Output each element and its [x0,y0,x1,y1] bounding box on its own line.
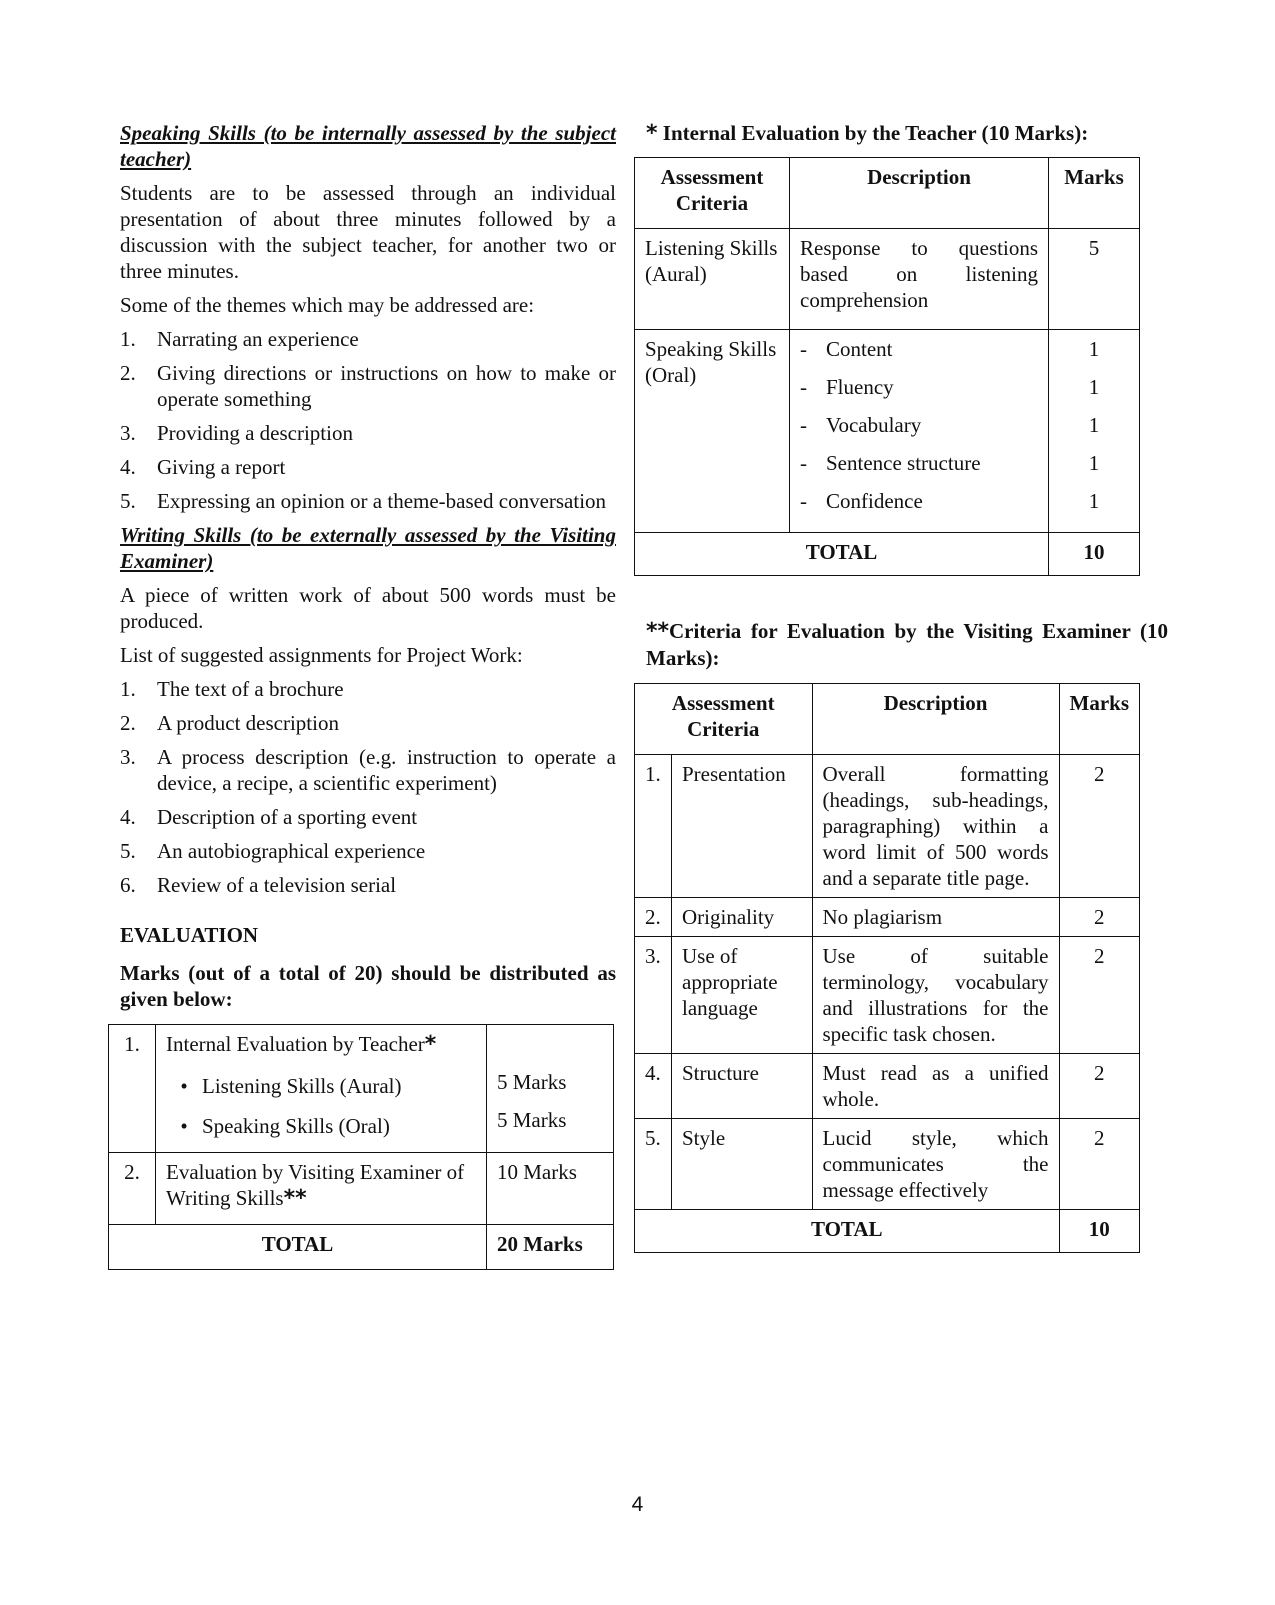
internal-evaluation-table [634,157,1140,576]
table-row [109,1025,614,1153]
marks: 2 [1059,898,1140,937]
table-row [635,229,1140,330]
marks: 2 [1059,1119,1140,1210]
column-header: Description [790,158,1049,229]
list-item: 2. Giving directions or instructions on how to make or operate something [120,361,616,411]
description: Overall formatting (headings, sub-headings, paragraphing) within a word limit of 500 words and a separate title page. [812,755,1059,898]
speaking-skills-paragraph: Students are to be assessed through an individual presentation of about three minutes followed by a discussion with the subject teacher, for another two or three minutes. [120,181,616,283]
marks: 2 [1059,1054,1140,1119]
left-column [120,120,616,1270]
asterisk: * [424,1032,437,1057]
column-header: Assessment Criteria [635,158,790,229]
row-number: 1. [635,755,672,898]
list-item: - Vocabulary [800,412,1038,450]
dash-icon: - [800,413,807,437]
list-item: 4. Giving a report [120,455,286,479]
description: Must read as a unified whole. [812,1054,1059,1119]
dash-icon: - [800,451,807,475]
speaking-criterion: Speaking Skills (Oral) [635,330,790,533]
total-marks: 20 Marks [487,1225,614,1270]
visiting-evaluation-heading: **Criteria for Evaluation by the Visiting Examiner (10 Marks): [646,619,1168,670]
list-item: • Speaking Skills (Oral) [166,1106,476,1146]
assignments-intro: List of suggested assignments for Project Work: [120,643,523,667]
table-row [635,1054,1140,1119]
internal-evaluation-heading: * Internal Evaluation by the Teacher (10 Marks): [646,121,1089,146]
list-item: - Fluency [800,374,1038,412]
list-item: - Content [800,336,1038,374]
bullet-icon: • [180,1114,188,1138]
list-item: 6. Review of a television serial [120,873,397,897]
evaluation-heading: EVALUATION [120,923,259,947]
dash-icon: - [800,337,807,361]
total-label: TOTAL [109,1225,487,1270]
list-item: 4. Description of a sporting event [120,805,418,829]
total-label: TOTAL [635,533,1049,576]
criterion: Presentation [672,755,813,898]
speaking-skills-heading: Speaking Skills (to be internally assessed by the subject teacher) [120,121,616,171]
list-item: 1. The text of a brochure [120,677,344,701]
table-row [635,158,1140,229]
writing-skills-paragraph: A piece of written work of about 500 words must be produced. [120,583,616,633]
themes-intro: Some of the themes which may be addressed are: [120,293,535,317]
assignments-list [120,676,616,898]
writing-skills-heading: Writing Skills (to be externally assessed by the Visiting Examiner) [120,523,616,573]
row-number: 2. [109,1153,156,1225]
description: Use of suitable terminology, vocabulary and illustrations for the specific task chosen. [812,937,1059,1054]
marks: 2 [1059,755,1140,898]
speaking-description [790,330,1049,533]
description: Lucid style, which communicates the message effectively [812,1119,1059,1210]
themes-list [120,326,616,514]
column-header: Marks [1059,684,1140,755]
list-item: 5. An autobiographical experience [120,839,426,863]
table-row [635,533,1140,576]
asterisk: ** [283,1186,307,1211]
dash-icon: - [800,489,807,513]
criterion: Use of appropriate language [672,937,813,1054]
list-item: • Listening Skills (Aural) [166,1066,476,1106]
listening-marks: 5 [1049,229,1140,330]
page-number: 4 [631,1493,644,1516]
table-row [635,937,1140,1054]
internal-evaluation-bullets [166,1066,476,1146]
list-item: 5. Expressing an opinion or a theme-based conversation [120,489,607,513]
table-row [635,684,1140,755]
list-item: 3. Providing a description [120,421,353,445]
row-number: 1. [109,1025,156,1153]
asterisk: ** [646,619,670,644]
listening-criterion: Listening Skills (Aural) [635,229,790,330]
list-item: 1. Narrating an experience [120,327,359,351]
marks-distribution-heading: Marks (out of a total of 20) should be distributed as given below: [120,961,616,1011]
list-item: 2. A product description [120,711,339,735]
dash-icon: - [800,375,807,399]
marks-distribution-table [108,1024,614,1270]
speaking-marks: 1 1 1 1 1 [1049,330,1140,533]
internal-evaluation-title: Internal Evaluation by Teacher [166,1032,425,1056]
criterion: Originality [672,898,813,937]
table-row [635,1119,1140,1210]
table-row [635,755,1140,898]
marks: 2 [1059,937,1140,1054]
total-label: TOTAL [635,1210,1060,1253]
total-marks: 10 [1049,533,1140,576]
bullet-icon: • [180,1074,188,1098]
internal-evaluation-cell [156,1025,487,1153]
visiting-evaluation-marks: 10 Marks [487,1153,614,1225]
table-row [635,898,1140,937]
row-number: 4. [635,1054,672,1119]
criterion: Structure [672,1054,813,1119]
table-row [635,330,1140,533]
row-number: 5. [635,1119,672,1210]
table-row [109,1225,614,1270]
speaking-subitems [800,336,1038,526]
list-item: 3. A process description (e.g. instruction to operate a device, a recipe, a scientific experiment) [120,745,616,795]
column-header: Marks [1049,158,1140,229]
listening-description: Response to questions based on listening comprehension [790,229,1049,330]
right-column [645,120,1168,1253]
list-item: - Sentence structure [800,450,1038,488]
internal-evaluation-marks: 5 Marks 5 Marks [487,1025,614,1153]
criterion: Style [672,1119,813,1210]
total-marks: 10 [1059,1210,1140,1253]
table-row [635,1210,1140,1253]
visiting-evaluation-table [634,683,1140,1253]
asterisk: * [646,121,658,146]
table-row [109,1153,614,1225]
column-header: Assessment Criteria [635,684,813,755]
list-item: - Confidence [800,488,1038,526]
row-number: 2. [635,898,672,937]
visiting-evaluation-cell: Evaluation by Visiting Examiner of Writing Skills** [156,1153,487,1225]
description: No plagiarism [812,898,1059,937]
column-header: Description [812,684,1059,755]
row-number: 3. [635,937,672,1054]
